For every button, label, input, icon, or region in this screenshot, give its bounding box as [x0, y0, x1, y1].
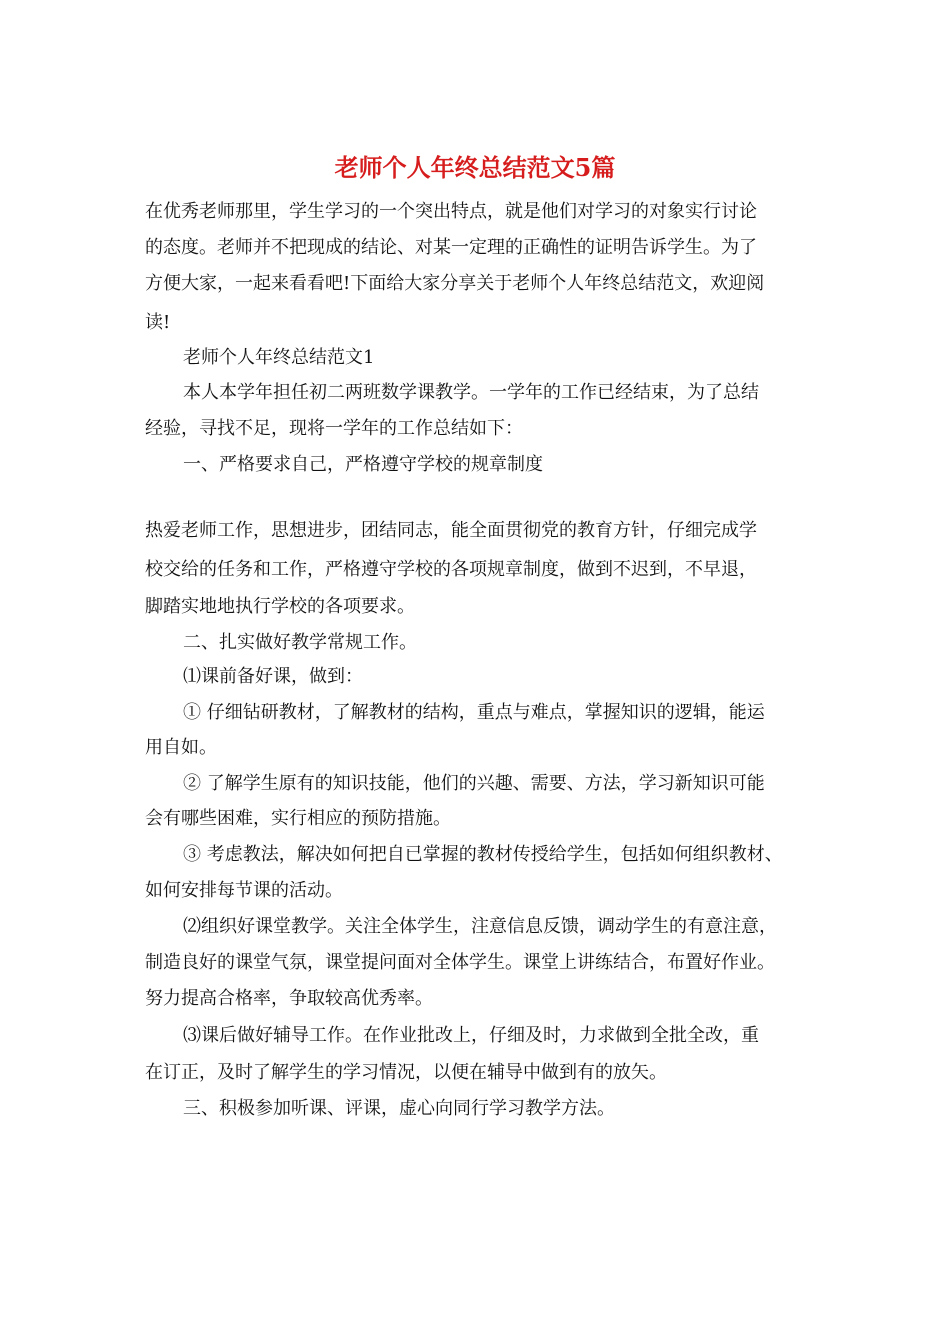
list-item: ⑶课后做好辅导工作。在作业批改上，仔细及时，力求做到全批全改，重: [183, 1025, 759, 1046]
paragraph-line: 制造良好的课堂气氛，课堂提问面对全体学生。课堂上讲练结合，布置好作业。: [145, 952, 775, 973]
intro-line-2: 的态度。老师并不把现成的结论、对某一定理的正确性的证明告诉学生。为了: [145, 237, 757, 258]
paragraph-line: 经验，寻找不足，现将一学年的工作总结如下：: [145, 418, 523, 439]
paragraph-line: 努力提高合格率，争取较高优秀率。: [145, 988, 433, 1009]
section-heading-1: 老师个人年终总结范文1: [183, 347, 375, 368]
document-title: 老师个人年终总结范文5篇: [334, 153, 616, 182]
list-item: ③ 考虑教法，解决如何把自已掌握的教材传授给学生，包括如何组织教材、: [183, 844, 783, 865]
subheading-3: 三、积极参加听课、评课，虚心向同行学习教学方法。: [183, 1098, 615, 1119]
paragraph-line: 用自如。: [145, 737, 217, 758]
list-item: ① 仔细钻研教材，了解教材的结构，重点与难点，掌握知识的逻辑，能运: [183, 702, 765, 723]
list-item: ⑴课前备好课，做到：: [183, 666, 363, 687]
paragraph-line: 会有哪些困难，实行相应的预防措施。: [145, 808, 451, 829]
intro-line-4: 读!: [145, 312, 171, 333]
intro-line-1: 在优秀老师那里，学生学习的一个突出特点，就是他们对学习的对象实行讨论: [145, 201, 757, 222]
subheading-2: 二、扎实做好教学常规工作。: [183, 632, 417, 653]
paragraph-line: 本人本学年担任初二两班数学课教学。一学年的工作已经结束，为了总结: [183, 382, 759, 403]
paragraph-line: 如何安排每节课的活动。: [145, 880, 343, 901]
list-item: ② 了解学生原有的知识技能，他们的兴趣、需要、方法，学习新知识可能: [183, 773, 765, 794]
paragraph-line: 热爱老师工作，思想进步，团结同志，能全面贯彻党的教育方针，仔细完成学: [145, 520, 757, 541]
list-item: ⑵组织好课堂教学。关注全体学生，注意信息反馈，调动学生的有意注意，: [183, 916, 777, 937]
paragraph-line: 校交给的任务和工作，严格遵守学校的各项规章制度，做到不迟到，不早退，: [145, 559, 757, 580]
subheading-1: 一、严格要求自己，严格遵守学校的规章制度: [183, 454, 543, 475]
paragraph-line: 脚踏实地地执行学校的各项要求。: [145, 596, 415, 617]
paragraph-line: 在订正，及时了解学生的学习情况，以便在辅导中做到有的放矢。: [145, 1062, 667, 1083]
intro-line-3: 方便大家，一起来看看吧!下面给大家分享关于老师个人年终总结范文，欢迎阅: [145, 273, 765, 294]
